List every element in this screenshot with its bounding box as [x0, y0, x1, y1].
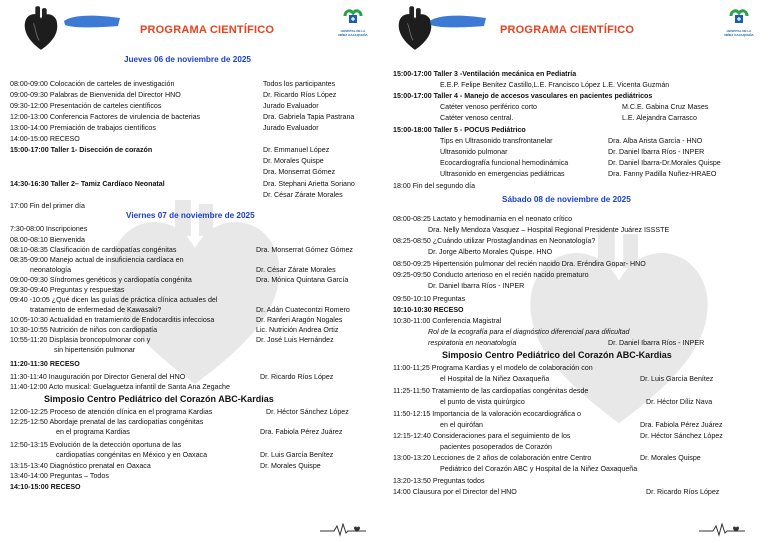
schedule-line: Pediátrico del Corazón ABC y Hospital de la Niñez Oaxaqueña: [440, 465, 638, 473]
speaker: Dr. Morales Quispe: [263, 157, 324, 165]
schedule-line: respiratoria en neonatología: [428, 339, 517, 347]
schedule-line: Rol de la ecografía para el diagnóstico diferencial para dificultad: [428, 328, 630, 336]
speaker: Dr. Héctor Sánchez López: [266, 408, 349, 416]
schedule-line: 13:40-14:00 Preguntas – Todos: [10, 472, 109, 480]
schedule-line: Catéter venoso central.: [440, 114, 514, 122]
schedule-line: 10:30-10:55 Nutrición de niños con cardiopatía: [10, 326, 158, 334]
speaker: Dr. Daniel Ibarra-Dr.Morales Quispe: [608, 159, 721, 167]
schedule-line: Ultrasonido en emergencias pediátricas: [440, 170, 565, 178]
schedule-line: 08:00-09:00 Colocación de carteles de investigación: [10, 80, 175, 88]
schedule-line: el punto de vista quirúrgico: [440, 398, 525, 406]
hospital-logo-icon: HOSPITAL DE LA NIÑEZ OAXAQUEÑA: [724, 7, 754, 41]
schedule-line: 12:50-13:15 Evolución de la detección oportuna de las: [10, 441, 182, 449]
schedule-line: 14:00-15:00 RECESO: [10, 135, 80, 143]
speaker: Dr. Héctor Sánchez López: [640, 432, 723, 440]
schedule-line: 12:15-12:40 Consideraciones para el seguimiento de los: [393, 432, 571, 440]
speaker: Dra. Fabiola Pérez Juárez: [640, 421, 723, 429]
speaker: Dra. Stephani Arietta Soriano: [263, 180, 355, 188]
day-heading-friday: Viernes 07 de noviembre de 2025: [126, 211, 255, 220]
speaker: Dr. Morales Quispe: [640, 454, 701, 462]
speaker: Dra. Alba Arista García - HNO: [608, 137, 703, 145]
speaker: Dra. Mónica Quintana García: [256, 276, 349, 284]
schedule-line: 11:00-11;25 Programa Kardias y el modelo de colaboración con: [393, 364, 593, 372]
anatomical-heart-icon: [22, 6, 60, 52]
schedule-line: 13:00-14:00 Premiación de trabajos científicos: [10, 124, 156, 132]
schedule-line: 08:35-09:00 Manejo actual de insuficiencia cardíaca en: [10, 256, 184, 264]
speaker: Dra. Fabiola Pérez Juárez: [260, 428, 343, 436]
speaker: Dr. Emmanuel López: [263, 146, 330, 154]
symposium-heading: Simposio Centro Pediátrico del Corazón ABC-Kardias: [442, 350, 672, 360]
schedule-line: Ultrasonido pulmonar: [440, 148, 508, 156]
speaker: Dr. Ricardo Ríos López: [646, 488, 720, 496]
schedule-line: 13:20-13:50 Preguntas todos: [393, 477, 485, 485]
speaker: Dr. Ranferi Aragón Nogales: [256, 316, 343, 324]
schedule-line: neonatología: [30, 266, 72, 274]
schedule-line: Catéter venoso periférico corto: [440, 103, 537, 111]
schedule-line: 15:00-18:00 Taller 5 - POCUS Pediátrico: [393, 126, 526, 134]
schedule-line: 08:00-08:25 Lactato y hemodinamia en el neonato crítico: [393, 215, 573, 223]
schedule-line: 12:25-12:50 Abordaje prenatal de las cardiopatías congénitas: [10, 418, 204, 426]
speaker: Dr. Luis García Benítez: [640, 375, 714, 383]
schedule-line: 08:50-09:25 Hipertensión pulmonar del recién nacido Dra. Eréndira Gopar- HNO: [393, 260, 646, 268]
schedule-line: E.E.P. Felipe Benítez Castillo,L.E. Francisco López L.E. Vicenta Guzmán: [440, 81, 670, 89]
schedule-line: 14:10-15:00 RECESO: [10, 483, 81, 491]
schedule-line: 09:30-12:00 Presentación de carteles científicos: [10, 102, 162, 110]
schedule-line: 08:25-08:50 ¿Cuándo utilizar Prostaglandinas en Neonatología?: [393, 237, 596, 245]
heartbeat-line-icon: [320, 523, 366, 537]
schedule-line: 15:00-17:00 Taller 3 -Ventilación mecánica en Pediatría: [393, 70, 577, 78]
speaker: Todos los participantes: [263, 80, 336, 88]
schedule-line: 15:00-17:00 Taller 4 - Manejo de accesos vasculares en pacientes pediátricos: [393, 92, 653, 100]
speaker: Dr. José Luis Hernández: [256, 336, 334, 344]
schedule-line: 11:50-12:15 Importancia de la valoración ecocardiográfica o: [393, 410, 581, 418]
schedule-line: 10:30-11:00 Conferencia Magistral: [393, 317, 502, 325]
schedule-line: 14:00 Clausura por el Director del HNO: [393, 488, 517, 496]
schedule-line: en el quirófan: [440, 421, 483, 429]
schedule-line: 09:00-09:30 Síndromes genéticos y cardiopatía congénita: [10, 276, 192, 284]
schedule-line: sin hipertensión pulmonar: [54, 346, 136, 354]
speaker: M.C.E. Gabina Cruz Mases: [622, 103, 709, 111]
schedule-line: 7:30-08:00 Inscripciones: [10, 225, 88, 233]
blue-brush-stroke: [62, 12, 122, 30]
schedule-line: 09:25-09:50 Conducto arterioso en el recién nacido prematuro: [393, 271, 589, 279]
schedule-line: pacientes posoperados de Corazón: [440, 443, 553, 451]
speaker: Dr. Daniel Ibarra Ríos - INPER: [608, 148, 705, 156]
speaker: Dr. Ricardo Ríos López: [263, 91, 337, 99]
schedule-line: 08.00-08:10 Bienvenida: [10, 236, 85, 244]
schedule-line: 10:55-11:20 Displasia broncopulmonar con y: [10, 336, 151, 344]
day-heading-saturday: Sábado 08 de noviembre de 2025: [502, 195, 631, 204]
schedule-line: Dr. Daniel Ibarra Ríos - INPER: [428, 282, 525, 290]
speaker: Dra. Monserrat Gómez Gómez: [256, 246, 353, 254]
speaker: Dra. Gabriela Tapia Pastrana: [263, 113, 355, 121]
schedule-line: 11:20-11:30 RECESO: [10, 360, 80, 368]
schedule-line: 12:00-12:25 Proceso de atención clínica en el programa Kardias: [10, 408, 213, 416]
schedule-line: Dra. Nelly Mendoza Vasquez – Hospital Regional Presidente Juárez ISSSTE: [428, 226, 670, 234]
schedule-line: 09:00-09:30 Palabras de Bienvenida del Director HNO: [10, 91, 181, 99]
speaker: Dr. César Zárate Morales: [256, 266, 336, 274]
blue-brush-stroke: [428, 12, 488, 30]
symposium-heading: Simposio Centro Pediátrico del Corazón ABC-Kardias: [44, 394, 274, 404]
schedule-line: Ecocardiografía funcional hemodinámica: [440, 159, 569, 167]
schedule-line: 12:00-13:00 Conferencia Factores de virulencia de bacterias: [10, 113, 201, 121]
schedule-line: 11:25-11:50 Tratamiento de las cardiopatías congénitas desde: [393, 387, 589, 395]
schedule-line: 15:00-17:00 Taller 1- Disección de corazón: [10, 146, 153, 154]
schedule-line: 09:40 -10:05 ¿Qué dicen las guías de práctica clínica actuales del: [10, 296, 218, 304]
speaker: Jurado Evaluador: [263, 102, 319, 110]
heartbeat-line-icon: [699, 523, 745, 537]
speaker: Dra. Fanny Padilla Nuñez-HRAEO: [608, 170, 717, 178]
schedule-line: 10:10-10:30 RECESO: [393, 306, 464, 314]
schedule-line: Tips en Ultrasonido transfrontanelar: [440, 137, 553, 145]
speaker: Dra. Monserrat Gómez: [263, 168, 336, 176]
schedule-line: 11:40-12:00 Acto musical: Guelaguetza infantil de Santa Ana Zegache: [10, 383, 230, 391]
schedule-line: tratamiento de enfermedad de Kawasaki?: [30, 306, 162, 314]
schedule-line: en el programa Kardias: [56, 428, 130, 436]
schedule-line: 18:00 Fin del segundo día: [393, 182, 476, 190]
schedule-line: 17:00 Fin del primer día: [10, 202, 85, 210]
schedule-line: Dr. Jorge Alberto Morales Quispe. HNO: [428, 248, 553, 256]
hospital-logo-icon: HOSPITAL DE LA NIÑEZ OAXAQUEÑA: [338, 7, 368, 41]
speaker: Dr. Daniel Ibarra Ríos - INPER: [608, 339, 705, 347]
speaker: Lic. Nutrición Andrea Ortiz: [256, 326, 339, 334]
schedule-line: 10:05-10:30 Actualidad en tratamiento de Endocarditis infecciosa: [10, 316, 215, 324]
speaker: Dr. Adán Cuatecontzi Romero: [256, 306, 350, 314]
day-heading-thursday: Jueves 06 de noviembre de 2025: [124, 55, 251, 64]
speaker: Dr. Héctor Díliz Nava: [646, 398, 713, 406]
speaker: Jurado Evaluador: [263, 124, 319, 132]
schedule-line: 11:30-11:40 Inauguración por Director General del HNO: [10, 373, 186, 381]
program-page-right: [384, 0, 768, 543]
speaker: L.E. Alejandra Carrasco: [622, 114, 697, 122]
schedule-line: 13:00-13:20 Lecciones de 2 años de colaboración entre Centro: [393, 454, 592, 462]
speaker: Dr. Luis García Benítez: [260, 451, 334, 459]
schedule-line: cardiopatías congénitas en México y en Oaxaca: [56, 451, 208, 459]
schedule-line: 09:50-10:10 Preguntas: [393, 295, 466, 303]
schedule-line: 09:30-09:40 Preguntas y respuestas: [10, 286, 125, 294]
page-title: PROGRAMA CIENTÍFICO: [140, 24, 275, 36]
schedule-line: 14:30-16:30 Taller 2– Tamiz Cardíaco Neonatal: [10, 180, 165, 188]
speaker: Dr. Morales Quispe: [260, 462, 321, 470]
speaker: Dr. César Zárate Morales: [263, 191, 343, 199]
schedule-line: 13:15-13:40 Diagnóstico prenatal en Oaxaca: [10, 462, 151, 470]
schedule-line: 08:10-08:35 Clasificación de cardiopatías congénitas: [10, 246, 177, 254]
schedule-line: el Hospital de la Niñez Oaxaqueña: [440, 375, 550, 383]
page-title: PROGRAMA CIENTÍFICO: [500, 24, 635, 36]
speaker: Dr. Ricardo Ríos López: [260, 373, 334, 381]
